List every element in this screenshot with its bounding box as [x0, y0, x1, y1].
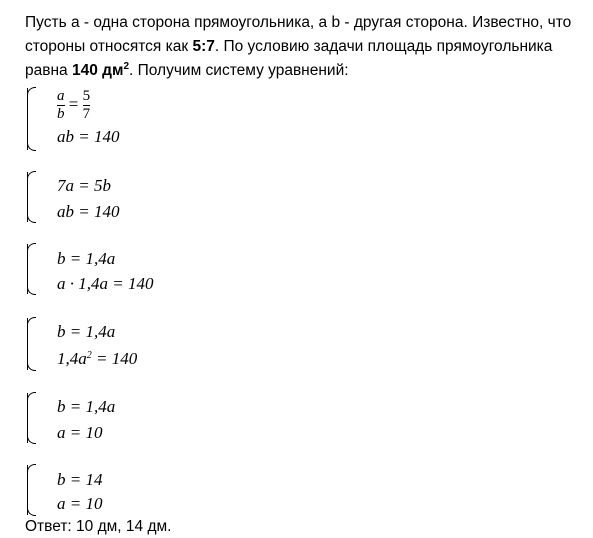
- system-5-equation-2: a = 10: [57, 423, 103, 442]
- problem-statement: [25, 11, 585, 83]
- system-brace-5: [27, 393, 38, 443]
- answer-text: Ответ: 10 дм, 14 дм.: [25, 518, 172, 535]
- equals-sign: =: [68, 94, 79, 114]
- fraction-5-over-7: [83, 88, 91, 123]
- area-number: 140 дм: [71, 62, 124, 79]
- system-1-equation-2: ab = 140: [57, 127, 120, 146]
- intro-text-2: . По условию задачи площадь прямоугольника равна: [25, 38, 553, 79]
- area-exponent: 2: [123, 61, 130, 72]
- fraction-denominator: b: [57, 106, 65, 122]
- intro-text-3: . Получим систему уравнений:: [129, 62, 349, 79]
- system-1-equation-1: [57, 88, 90, 123]
- fraction-numerator: a: [57, 88, 65, 104]
- system-6-equation-1: b = 14: [57, 470, 103, 489]
- system-2-equation-2: ab = 140: [57, 202, 120, 221]
- area-value: [72, 62, 129, 79]
- system-4-equation-2: [57, 349, 137, 369]
- intro-text-1: Пусть a - одна сторона прямоугольника, а b - другая сторона. Известно, что стороны относятся как: [25, 14, 572, 55]
- system-2-equation-1: 7a = 5b: [57, 176, 111, 195]
- system-5-equation-1: b = 1,4a: [57, 397, 116, 416]
- exponent: 2: [86, 350, 92, 361]
- fraction-a-over-b: [57, 88, 65, 123]
- fraction-denominator: 7: [82, 106, 91, 122]
- system-brace-6: [27, 465, 38, 515]
- system-3-equation-1: b = 1,4a: [57, 249, 116, 268]
- system-3-equation-2: a · 1,4a = 140: [57, 274, 154, 293]
- system-brace-1: [27, 88, 38, 150]
- system-brace-2: [27, 172, 38, 222]
- system-brace-3: [27, 244, 38, 294]
- coefficient: 1,4a: [57, 349, 87, 368]
- fraction-numerator: 5: [82, 88, 91, 104]
- system-4-equation-1: b = 1,4a: [57, 322, 116, 341]
- ratio-value: 5:7: [192, 38, 215, 55]
- right-side: = 140: [91, 349, 138, 368]
- system-6-equation-2: a = 10: [57, 494, 103, 513]
- system-brace-4: [27, 318, 38, 370]
